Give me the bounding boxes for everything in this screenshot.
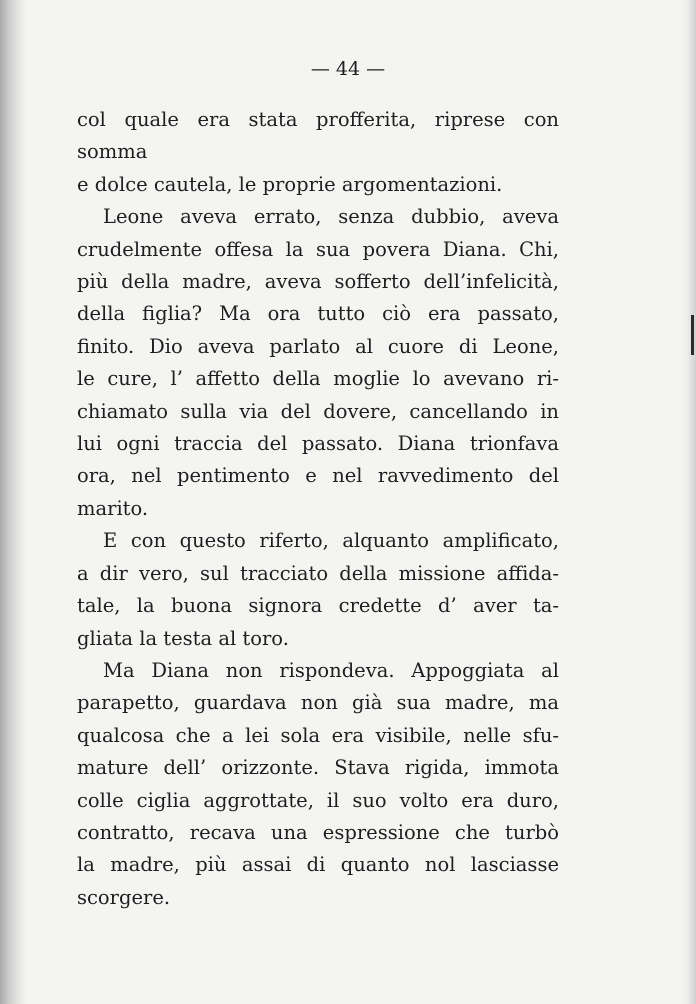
text-line: colle ciglia aggrottate, il suo volto era duro, <box>77 788 559 812</box>
text-line: più della madre, aveva sofferto dell’infelicità, <box>77 270 559 294</box>
text-line: finito. Dio aveva parlato al cuore di Leone, <box>77 334 559 358</box>
text-line: chiamato sulla via del dovere, cancellando in <box>77 399 559 423</box>
edge-mark <box>691 315 694 355</box>
text-line: Ma Diana non rispondeva. Appoggiata al <box>103 658 559 682</box>
text-line: ora, nel pentimento e nel ravvedimento del <box>77 464 559 488</box>
text-line: crudelmente offesa la sua povera Diana. Chi, <box>77 237 559 261</box>
text-line: parapetto, guardava non già sua madre, ma <box>77 691 559 715</box>
page-spine-shadow <box>0 0 26 1004</box>
text-line: tale, la buona signora credette d’ aver ta- <box>77 594 559 618</box>
body-text <box>77 104 559 914</box>
text-line: qualcosa che a lei sola era visibile, nelle sfu- <box>77 723 559 747</box>
text-line: a dir vero, sul tracciato della missione affida- <box>77 561 559 585</box>
text-line: E con questo riferto, alquanto amplificato, <box>103 529 559 553</box>
text-line: lui ogni traccia del passato. Diana trionfava <box>77 432 559 456</box>
text-line: scorgere. <box>77 885 171 909</box>
text-line: della figlia? Ma ora tutto ciò era passato, <box>77 302 559 326</box>
page-number: — 44 — <box>310 58 386 80</box>
text-line: la madre, più assai di quanto nol lasciasse <box>77 853 559 877</box>
page-edge-shadow <box>682 0 696 1004</box>
text-line: col quale era stata profferita, riprese con somma <box>77 108 559 164</box>
text-line: gliata la testa al toro. <box>77 626 289 650</box>
text-line: mature dell’ orizzonte. Stava rigida, immota <box>77 756 559 780</box>
text-line: contratto, recava una espressione che turbò <box>77 820 559 844</box>
text-line: Leone aveva errato, senza dubbio, aveva <box>103 205 559 229</box>
text-line: le cure, l’ affetto della moglie lo avevano ri- <box>77 367 559 391</box>
text-line: e dolce cautela, le proprie argomentazioni. <box>77 172 503 196</box>
text-line: marito. <box>77 496 149 520</box>
